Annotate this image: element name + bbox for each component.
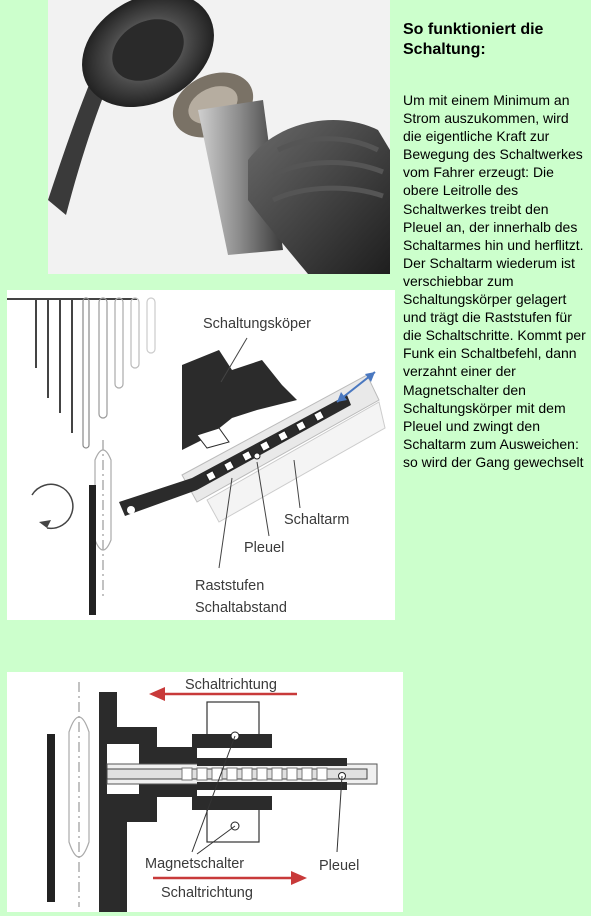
article-body: Um mit einem Minimum an Strom auszukommen, wird die eigentliche Kraft zur Bewegung des Schaltwerkes vom Fahrer erzeugt: Die obere Leitrolle des Schaltwerkes treibt den Pleuel an, der innerhalb des Schaltarmes hin und herflitzt. Der Schaltarm wiederum ist verschiebbar zum Schaltungskörper gelagert und trägt die Raststufen für die Schaltschritte. Kommt per Funk ein Schaltbefehl, dann verzahnt einer der Magnetschalter den Schaltungskörper mit dem Pleuel und zwingt den Schaltarm zum Ausweichen: so wird der Gang gewechselt bbox=[403, 92, 586, 470]
label-schaltarm: Schaltarm bbox=[284, 512, 350, 528]
label-schaltungskoerper: Schaltungsköper bbox=[203, 316, 312, 332]
derailleur-photo-graphic bbox=[48, 0, 390, 274]
mechanism-diagram bbox=[7, 290, 395, 620]
label-magnetschalter: Magnetschalter bbox=[145, 856, 245, 872]
section-diagram bbox=[7, 672, 403, 912]
label-raststufen: Raststufen bbox=[195, 578, 265, 594]
section-diagram-graphic bbox=[7, 672, 403, 912]
label-pleuel: Pleuel bbox=[244, 540, 285, 556]
label-schaltabstand: Schaltabstand bbox=[195, 600, 287, 616]
label-schaltrichtung-bottom: Schaltrichtung bbox=[161, 885, 253, 901]
article bbox=[403, 20, 589, 471]
derailleur-photo bbox=[48, 0, 390, 274]
article-heading: So funktioniert die Schaltung: bbox=[403, 21, 544, 58]
mechanism-diagram-graphic bbox=[7, 290, 395, 620]
label-schaltrichtung-top: Schaltrichtung bbox=[185, 677, 277, 693]
label-pleuel-section: Pleuel bbox=[319, 858, 360, 874]
